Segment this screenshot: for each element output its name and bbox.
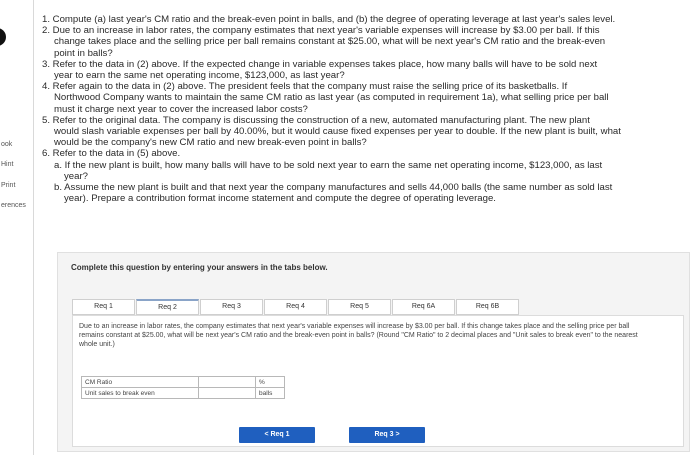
- question-line: 4. Refer again to the data in (2) above. The president feels that the company must raise the selling price of its basketballs. If: [42, 81, 568, 93]
- question-line: must it charge next year to cover the increased labor costs?: [54, 103, 308, 115]
- question-line: point in balls?: [54, 47, 113, 59]
- answer-instructions: Complete this question by entering your answers in the tabs below.: [71, 263, 328, 272]
- break-even-unit: balls: [256, 388, 285, 399]
- requirement-description: Due to an increase in labor rates, the company estimates that next year's variable expenses will increase by $3.00 per ball. If this change takes place and the selling price per ball remains constant at $25.00, what will be next year's CM ratio and the break-even point in balls? (Round "CM Ratio" to 2 decimal places and "Unit sales to break even" to the nearest whole unit.): [79, 323, 638, 348]
- question-line: Northwood Company wants to maintain the same CM ratio as last year (as computed in requirement 1a), what selling price per ball: [54, 92, 609, 104]
- question-line: 5. Refer to the original data. The company is discussing the construction of a new, automated manufacturing plant. The new plant: [42, 114, 590, 126]
- question-line: 1. Compute (a) last year's CM ratio and the break-even point in balls, and (b) the degree of operating leverage at last year's sales level.: [42, 14, 616, 25]
- question-line: year?: [64, 170, 88, 182]
- sidebar-item-references[interactable]: erences: [1, 202, 26, 209]
- question-line: 2. Due to an increase in labor rates, the company estimates that next year's variable expenses will increase by $3.00 per ball. If this: [42, 25, 600, 37]
- question-line: change takes place and the selling price per ball remains constant at $25.00, what will be next year's CM ratio and the break-even: [54, 36, 606, 48]
- table-row: [82, 377, 285, 388]
- tab-req-4[interactable]: Req 4: [264, 299, 327, 315]
- cm-ratio-input[interactable]: [199, 377, 256, 388]
- question-line: year). Prepare a contribution format income statement and compute the degree of operating leverage.: [64, 193, 496, 205]
- question-line: 3. Refer to the data in (2) above. If the expected change in variable expenses takes place, how many balls will have to be sold next: [42, 58, 598, 70]
- question-line: a. If the new plant is built, how many balls will have to be sold next year to earn the same net operating income, $123,000, as last: [54, 159, 603, 171]
- tab-req-5[interactable]: Req 5: [328, 299, 391, 315]
- cm-ratio-label: CM Ratio: [82, 377, 199, 388]
- answer-table: [81, 376, 285, 399]
- question-line: 6. Refer to the data in (5) above.: [42, 148, 181, 160]
- tab-req-3[interactable]: Req 3: [200, 299, 263, 315]
- sidebar-item-hint[interactable]: Hint: [1, 161, 14, 168]
- answer-panel: [57, 252, 690, 452]
- break-even-label: Unit sales to break even: [82, 388, 199, 399]
- prev-req-button[interactable]: < Req 1: [239, 427, 315, 443]
- table-row: [82, 388, 285, 399]
- question-text: [42, 14, 692, 204]
- tab-content: [72, 315, 684, 447]
- question-line: year to earn the same net operating income, $123,000, as last year?: [54, 70, 345, 82]
- question-line: b. Assume the new plant is built and that next year the company manufactures and sells 44,000 balls (the same number as sold last: [54, 182, 613, 194]
- sidebar-item-book[interactable]: ook: [1, 141, 13, 148]
- next-req-button[interactable]: Req 3 >: [349, 427, 425, 443]
- tab-req-2[interactable]: Req 2: [136, 299, 199, 315]
- question-line: would slash variable expenses per ball by 40.00%, but it would cause fixed expenses per year to double. If the new plant is built, what: [54, 126, 621, 138]
- requirement-tabs: [72, 299, 520, 315]
- sidebar-item-print[interactable]: Print: [1, 182, 16, 189]
- tab-req-6a[interactable]: Req 6A: [392, 299, 455, 315]
- tab-req-6b[interactable]: Req 6B: [456, 299, 519, 315]
- cm-ratio-unit: %: [256, 377, 285, 388]
- tab-req-1[interactable]: Req 1: [72, 299, 135, 315]
- sidebar-marker: [0, 28, 6, 46]
- break-even-input[interactable]: [199, 388, 256, 399]
- left-sidebar: [0, 0, 34, 455]
- question-line: would be the company's new CM ratio and new break-even point in balls?: [54, 137, 367, 149]
